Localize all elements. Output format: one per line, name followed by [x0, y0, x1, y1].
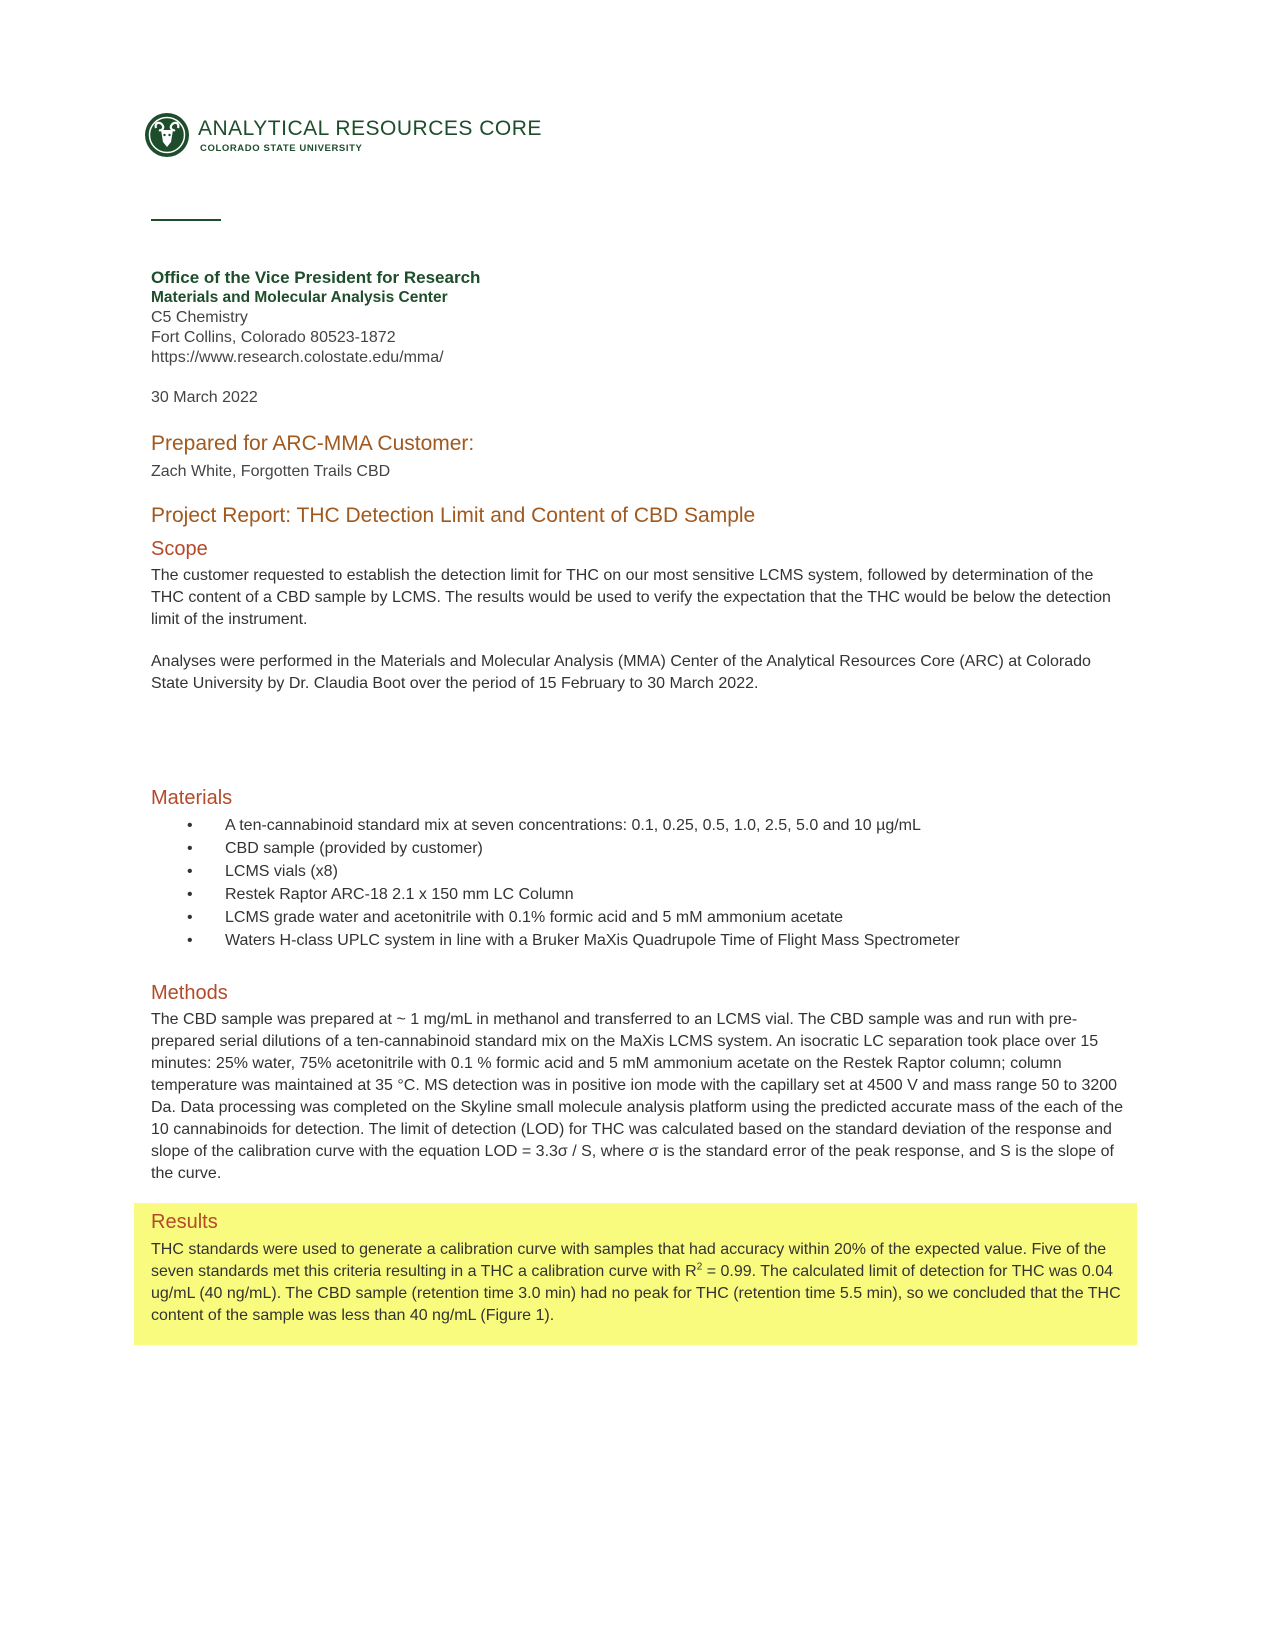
city-line: Fort Collins, Colorado 80523-1872	[151, 329, 396, 346]
scope-paragraph: The customer requested to establish the detection limit for THC on our most sensitive LCMS system, followed by determination of the THC content of a CBD sample by LCMS. The results would be used to verify the expectation that the THC would be below the detection limit of the instrument.	[151, 567, 1111, 628]
results-paragraph	[151, 1239, 1126, 1327]
office-name: Office of the Vice President for Research	[151, 268, 481, 287]
results-text-end: = 0.99. The calculated limit of detection for THC was 0.04 ug/mL (40 ng/mL). The CBD sample (retention time 3.0 min) had no peak for THC (retention time 5.5 min), so we concluded that the THC content of the sample was less than 40 ng/mL (Figure 1).	[151, 1263, 1121, 1324]
materials-list	[151, 814, 1111, 952]
material-text: CBD sample (provided by customer)	[225, 840, 483, 857]
csu-ram-logo-icon	[144, 112, 190, 158]
material-text: Restek Raptor ARC-18 2.1 x 150 mm LC Column	[225, 886, 574, 903]
list-item	[151, 906, 1111, 929]
customer-name: Zach White, Forgotten Trails CBD	[151, 463, 391, 480]
logo-title: ANALYTICAL RESOURCES CORE	[198, 116, 542, 140]
material-text: A ten-cannabinoid standard mix at seven concentrations: 0.1, 0.25, 0.5, 1.0, 2.5, 5.0 and 10 µg/mL	[225, 817, 921, 834]
list-item	[151, 837, 1111, 860]
report-title: Project Report: THC Detection Limit and Content of CBD Sample	[151, 504, 756, 527]
bullet: •	[187, 932, 193, 949]
list-item	[151, 814, 1111, 837]
prepared-for-heading: Prepared for ARC-MMA Customer:	[151, 432, 475, 455]
scope-heading: Scope	[151, 538, 208, 560]
methods-heading: Methods	[151, 982, 228, 1004]
list-item	[151, 860, 1111, 883]
list-item	[151, 883, 1111, 906]
results-heading: Results	[151, 1211, 218, 1233]
bullet: •	[187, 886, 193, 903]
results-text-start: THC standards were used to generate a calibration curve with samples that had accuracy within 20% of the expected value. Five of the seven standards met this criteria resulting in a THC a calibration curve with R	[151, 1241, 1107, 1280]
material-text: LCMS vials (x8)	[225, 863, 338, 880]
bullet: •	[187, 863, 193, 880]
materials-heading: Materials	[151, 787, 233, 809]
logo-subtitle: COLORADO STATE UNIVERSITY	[200, 142, 363, 154]
building: C5 Chemistry	[151, 309, 248, 326]
bullet: •	[187, 840, 193, 857]
center-name: Materials and Molecular Analysis Center	[151, 289, 448, 306]
website-link[interactable]: https://www.research.colostate.edu/mma/	[151, 349, 444, 366]
bullet: •	[187, 817, 193, 834]
address-block	[151, 268, 480, 368]
methods-paragraph: The CBD sample was prepared at ~ 1 mg/mL in methanol and transferred to an LCMS vial. The CBD sample was and run with pre-prepared serial dilutions of a ten-cannabinoid standard mix on the MaXis LCMS system. An isocratic LC separation took place over 15 minutes: 25% water, 75% acetonitrile with 0.1 % formic acid and 5 mM ammonium acetate on the Restek Raptor column; column temperature was maintained at 35 °C. MS detection was in positive ion mode with the capillary set at 4500 V and mass range 50 to 3200 Da. Data processing was completed on the Skyline small molecule analysis platform using the predicted accurate mass of the each of the 10 cannabinoids for detection. The limit of detection (LOD) for THC was calculated based on the standard deviation of the response and slope of the calibration curve with the equation LOD = 3.3σ / S, where σ is the standard error of the peak response, and S is the slope of the curve.	[151, 1011, 1124, 1182]
scope-paragraph-analyses: Analyses were performed in the Materials and Molecular Analysis (MMA) Center of the Analytical Resources Core (ARC) at Colorado State University by Dr. Claudia Boot over the period of 15 February to 30 March 2022.	[151, 653, 1091, 692]
report-date: 30 March 2022	[151, 389, 258, 406]
bullet: •	[187, 909, 193, 926]
results-highlight-box	[134, 1203, 1137, 1345]
logo	[144, 112, 542, 158]
list-item	[151, 929, 1111, 952]
header-divider	[151, 219, 221, 221]
material-text: Waters H-class UPLC system in line with a Bruker MaXis Quadrupole Time of Flight Mass Spectrometer	[225, 932, 960, 949]
material-text: LCMS grade water and acetonitrile with 0.1% formic acid and 5 mM ammonium acetate	[225, 909, 844, 926]
r-squared-exponent: 2	[696, 1261, 703, 1273]
